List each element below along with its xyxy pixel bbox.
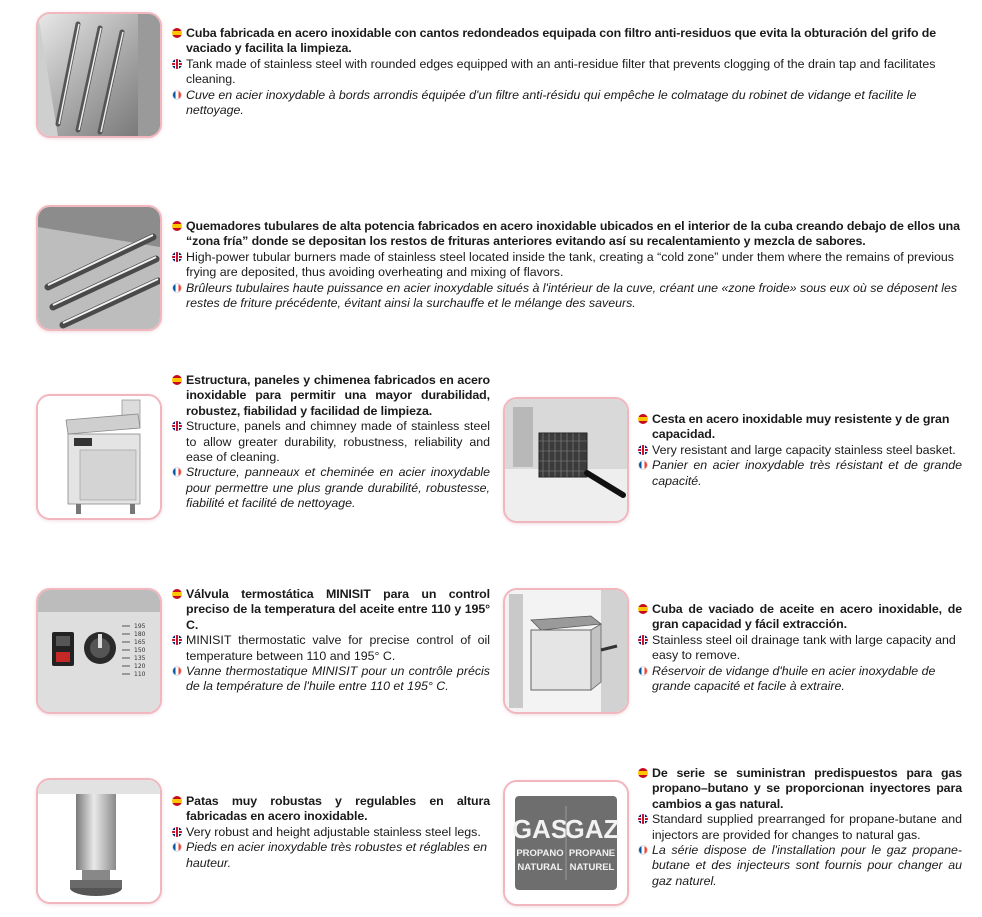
scale-label: 135 <box>134 655 146 662</box>
english-flag-icon <box>172 635 182 645</box>
structure-description <box>172 373 490 512</box>
scale-label: 110 <box>134 671 146 678</box>
english-flag-icon <box>172 252 182 262</box>
scale-label: 180 <box>134 631 146 638</box>
spanish-flag-icon <box>172 28 182 38</box>
scale-label: 195 <box>134 623 146 630</box>
legs-text-en: Very robust and height adjustable stainless steel legs. <box>186 824 481 839</box>
basket-text-fr: Panier en acier inoxydable très résistant et de grande capacité. <box>652 458 962 488</box>
scale-label: 165 <box>134 639 146 646</box>
gas-text-en: Standard supplied prearranged for propane-butane and injectors are provided for changes to natural gas. <box>652 812 962 842</box>
valve-text-en: MINISIT thermostatic valve for precise control of oil temperature between 110 and 195° C. <box>186 633 490 663</box>
french-flag-icon <box>638 845 648 855</box>
spanish-flag-icon <box>638 768 648 778</box>
burners-text-fr: Brûleurs tubulaires haute puissance en acier inoxydable situés à l'intérieur de la cuve, créant une «zone froide» sous eux où se déposent les restes de friture précédente, évitant ainsi la surchauffe et le mélange des saveurs. <box>186 280 958 311</box>
valve-text-es: Válvula termostática MINISIT para un control preciso de la temperatura del aceite entre 110 y 195° C. <box>186 587 490 632</box>
gas-sub-left-2: NATURAL <box>517 862 563 873</box>
spanish-flag-icon <box>172 796 182 806</box>
gas-sub-left-1: PROPANO <box>516 848 564 859</box>
gas-label-left: GAS <box>511 814 569 844</box>
french-flag-icon <box>172 90 182 100</box>
drain-text-es: Cuba de vaciado de aceite en acero inoxidable, de gran capacidad y fácil extracción. <box>652 602 962 632</box>
english-flag-icon <box>172 827 182 837</box>
english-flag-icon <box>172 59 182 69</box>
gas-sub-right-1: PROPANE <box>568 848 616 859</box>
drain-description <box>638 602 962 694</box>
french-flag-icon <box>638 666 648 676</box>
french-flag-icon <box>638 460 648 470</box>
english-flag-icon <box>638 635 648 645</box>
burners-text-en: High-power tubular burners made of stainless steel located inside the tank, creating a “cold zone” under them where the remains of previous frying are deposited, thus avoiding overheating and mixing of flavors. <box>186 249 954 280</box>
tubular-burners-photo <box>36 205 162 331</box>
basket-text-en: Very resistant and large capacity stainless steel basket. <box>652 442 956 457</box>
thermostat-panel-photo <box>36 588 162 714</box>
structure-text-es: Estructura, paneles y chimenea fabricados en acero inoxidable para permitir una mayor durabilidad, robustez, fiabilidad y facilidad de limpieza. <box>186 373 490 418</box>
scale-label: 120 <box>134 663 146 670</box>
scale-label: 150 <box>134 647 146 654</box>
oil-drain-tank-photo <box>503 588 629 714</box>
spanish-flag-icon <box>172 589 182 599</box>
gas-text-fr: La série dispose de l'installation pour le gaz propane-butane et des injecteurs sont fournis pour changer au gaz naturel. <box>652 843 962 888</box>
legs-description <box>172 794 490 871</box>
english-flag-icon <box>172 421 182 431</box>
structure-text-en: Structure, panels and chimney made of stainless steel to allow greater durability, robustness, reliability and ease of cleaning. <box>186 419 490 465</box>
burners-description <box>172 219 966 311</box>
gas-gaz-badge <box>503 780 629 906</box>
drain-text-fr: Réservoir de vidange d'huile en acier inoxydable de grande capacité et facile à extraire. <box>652 663 936 694</box>
tank-text-es: Cuba fabricada en acero inoxidable con cantos redondeados equipada con filtro anti-residuos que evita la obturación del grifo de vaciado y facilita la limpieza. <box>186 26 937 56</box>
gas-text-es: De serie se suministran predispuestos para gas propano–butano y se proporcionan inyectores para cambios a gas natural. <box>652 766 962 811</box>
french-flag-icon <box>172 283 182 293</box>
french-flag-icon <box>172 666 182 676</box>
french-flag-icon <box>172 467 182 477</box>
tank-filter-photo <box>36 12 162 138</box>
fryer-cabinet-photo <box>36 394 162 520</box>
tank-description <box>172 26 966 118</box>
fryer-basket-photo <box>503 397 629 523</box>
spanish-flag-icon <box>172 221 182 231</box>
gas-label-right: GAZ <box>564 814 620 844</box>
structure-text-fr: Structure, panneaux et cheminée en acier inoxydable pour permettre une plus grande durabilité, robustesse, fiabilité et facilité de nettoyage. <box>186 465 490 511</box>
adjustable-leg-photo <box>36 778 162 904</box>
valve-text-fr: Vanne thermostatique MINISIT pour un contrôle précis de la température de l'huile entre 110 et 195° C. <box>186 664 490 694</box>
legs-text-fr: Pieds en acier inoxydable très robustes et réglables en hauteur. <box>186 840 487 870</box>
burners-text-es: Quemadores tubulares de alta potencia fabricados en acero inoxidable ubicados en el interior de la cuba creando debajo de ellos una “zona fría” donde se depositan los restos de frituras anteriores evitando así su recalentamiento y mezcla de sabores. <box>186 219 960 249</box>
english-flag-icon <box>638 814 648 824</box>
french-flag-icon <box>172 842 182 852</box>
valve-description <box>172 587 490 695</box>
spanish-flag-icon <box>638 604 648 614</box>
spanish-flag-icon <box>172 375 182 385</box>
basket-text-es: Cesta en acero inoxidable muy resistente y de gran capacidad. <box>652 412 950 442</box>
spanish-flag-icon <box>638 414 648 424</box>
legs-text-es: Patas muy robustas y regulables en altura fabricadas en acero inoxidable. <box>186 794 490 824</box>
gas-description <box>638 766 962 889</box>
basket-description <box>638 412 962 489</box>
tank-text-fr: Cuve en acier inoxydable à bords arrondis équipée d'un filtre anti-résidu qui empêche le colmatage du robinet de vidange et facilite le nettoyage. <box>186 87 917 118</box>
english-flag-icon <box>638 445 648 455</box>
tank-text-en: Tank made of stainless steel with rounded edges equipped with an anti-residue filter that prevents clogging of the drain tap and facilitates cleaning. <box>186 56 936 87</box>
gas-sub-right-2: NATUREL <box>569 862 615 873</box>
drain-text-en: Stainless steel oil drainage tank with large capacity and easy to remove. <box>652 632 956 663</box>
